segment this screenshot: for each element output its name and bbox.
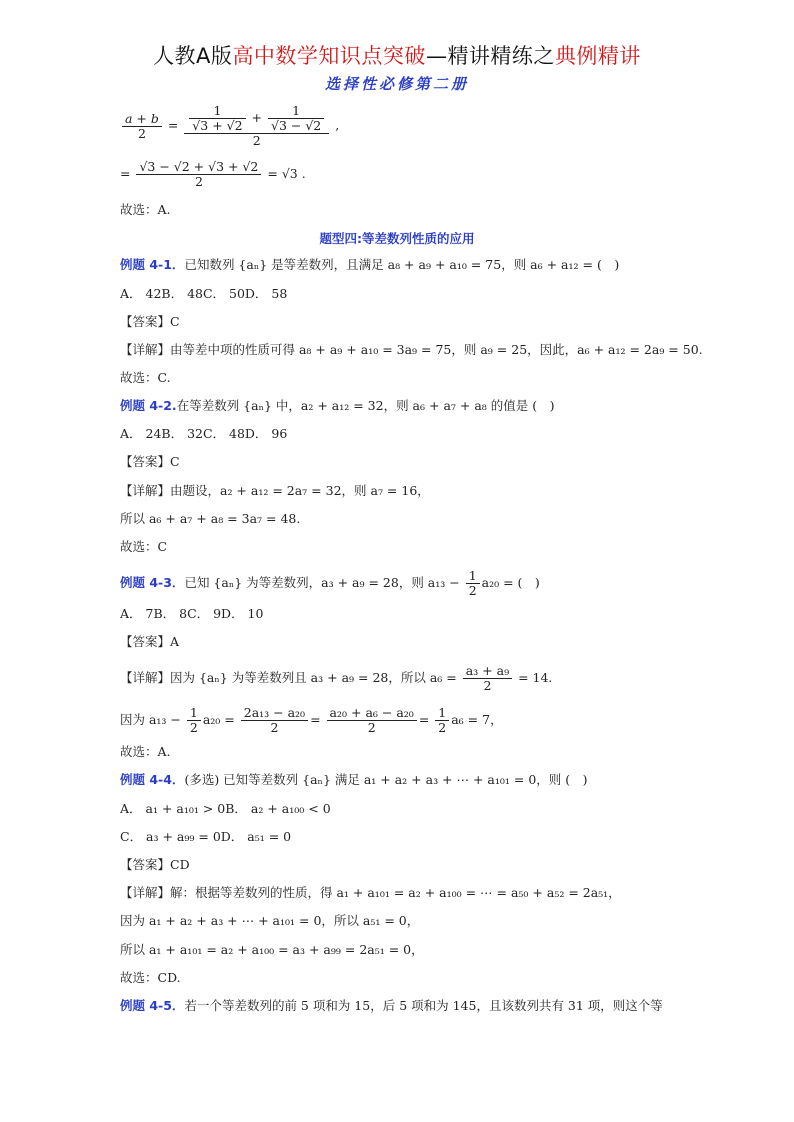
example-4-3-label: 例题 4-3． [120,575,185,590]
example-4-1-end: 故选：C. [120,370,171,385]
example-4-2-detail-2: 所以 a₆ + a₇ + a₈ = 3a₇ = 48. [120,511,301,526]
header-title-c: —精讲精练之 [425,44,555,68]
equation-line-2: = $\frac{√3 - √2 + √3 + √2}{2}$ = √3 . [120,159,306,189]
eq1-rhs-fraction: $\frac{1}{√3 + √2}$ + $\frac{1}{√3 - √2}$ 2 [184,104,329,148]
page-header-title [0,40,794,70]
example-4-2-detail: 【详解】由题设，a₂ + a₁₂ = 2a₇ = 32，则 a₇ = 16， [120,483,430,498]
example-4-4-answer: 【答案】CD [120,857,190,872]
example-4-1-answer: 【答案】C [120,314,180,329]
example-4-2-options: A． 24B． 32C． 48D． 96 [120,426,288,441]
example-4-2-stem: 例题 4-2.在等差数列 {aₙ} 中，a₂ + a₁₂ = 32，则 a₆ + a₇ + a₈ 的值是 ( ) [120,398,555,413]
example-4-1-detail: 【详解】由等差中项的性质可得 a₈ + a₉ + a₁₀ = 3a₉ = 75，则 a₉ = 25，因此，a₆ + a₁₂ = 2a₉ = 50. [120,342,703,357]
page-header-subtitle: 选择性必修第二册 [324,75,469,93]
section-title: 题型四:等差数列性质的应用 [319,231,475,246]
example-4-3-stem: 例题 4-3．已知 {aₙ} 为等差数列，a₃ + a₉ = 28，则 a₁₃ − $\frac{1}{2}$ a₂₀ = ( ) [120,568,540,598]
example-4-3-half-fraction: $\frac{1}{2}$ [466,569,480,598]
d2-fraction-1: $\frac{1}{2}$ [187,706,201,735]
header-title-a: 人教A版 [153,44,233,68]
header-title-d: 典例精讲 [554,44,641,68]
eq1-inner-fraction-1: $\frac{1}{√3 + √2}$ [189,104,245,133]
example-4-3-detail: 【详解】因为 {aₙ} 为等差数列且 a₃ + a₉ = 28，所以 a₆ = $\frac{\text{a₃ + a₉}}{2}$ = 14. [120,663,553,693]
d2-fraction-2: $\frac{\text{2a₁₃ − a₂₀}}{2}$ [241,706,308,735]
example-4-3-options: A． 7B． 8C． 9D． 10 [120,606,264,621]
example-4-2-answer: 【答案】C [120,454,180,469]
example-4-2-label: 例题 4-2. [120,398,177,413]
example-4-3-detail-fraction: $\frac{\text{a₃ + a₉}}{2}$ [463,664,512,693]
example-4-4-stem: 例题 4-4．(多选) 已知等差数列 {aₙ} 满足 a₁ + a₂ + a₃ + ⋯ + a₁₀₁ = 0，则 ( ) [120,772,588,787]
eq2-fraction: $\frac{√3 - √2 + √3 + √2}{2}$ [136,160,261,189]
example-4-4-label: 例题 4-4． [120,772,185,787]
example-4-4-options-1: A． a₁ + a₁₀₁ > 0B． a₂ + a₁₀₀ < 0 [120,801,331,816]
equation-line-1: $\frac{a + b}{2}$ = $\frac{1}{√3 + √2}$ + $\frac{1}{√3 - √2}$ 2 , [120,104,339,148]
example-4-3-answer: 【答案】A [120,634,180,649]
eq2-result: = √3 . [267,166,306,181]
example-4-4-detail-2: 因为 a₁ + a₂ + a₃ + ⋯ + a₁₀₁ = 0，所以 a₅₁ = 0， [120,913,420,928]
example-4-3-end: 故选：A. [120,744,171,759]
eq1-lhs-fraction: $\frac{a + b}{2}$ [122,112,162,141]
d2-fraction-3: $\frac{\text{a₂₀ + a₆ − a₂₀}}{2}$ [327,706,417,735]
example-4-1-label: 例题 4-1． [120,257,185,272]
example-4-5-label: 例题 4-5． [120,998,185,1013]
example-4-4-detail: 【详解】解：根据等差数列的性质，得 a₁ + a₁₀₁ = a₂ + a₁₀₀ = ⋯ = a₅₀ + a₅₂ = 2a₅₁， [120,885,621,900]
example-4-5-stem: 例题 4-5．若一个等差数列的前 5 项和为 15，后 5 项和为 145，且该数列共有 31 项，则这个等 [120,998,663,1013]
example-4-4-end: 故选：CD. [120,970,181,985]
example-4-1-stem: 例题 4-1．已知数列 {aₙ} 是等差数列，且满足 a₈ + a₉ + a₁₀ = 75，则 a₆ + a₁₂ = ( ) [120,257,620,272]
eq1-inner-fraction-2: $\frac{1}{√3 - √2}$ [268,104,324,133]
example-4-4-detail-3: 所以 a₁ + a₁₀₁ = a₂ + a₁₀₀ = a₃ + a₉₉ = 2a₅₁ = 0， [120,942,424,957]
answer-choice-top: 故选：A. [120,202,171,217]
example-4-2-end: 故选：C [120,539,168,554]
example-4-4-options-2: C． a₃ + a₉₉ = 0D． a₅₁ = 0 [120,829,292,844]
example-4-1-options: A． 42B． 48C． 50D． 58 [120,286,288,301]
d2-fraction-4: $\frac{1}{2}$ [435,706,449,735]
header-title-b: 高中数学知识点突破 [232,44,426,68]
example-4-3-detail-2: 因为 a₁₃ − $\frac{1}{2}$ a₂₀ = $\frac{\text{2a₁₃ − a₂₀}}{2}$ = $\frac{\text{a₂₀ + a₆ − a₂₀}}{2}$ = $\frac{1}{2}$ a₆ = 7， [120,705,503,735]
